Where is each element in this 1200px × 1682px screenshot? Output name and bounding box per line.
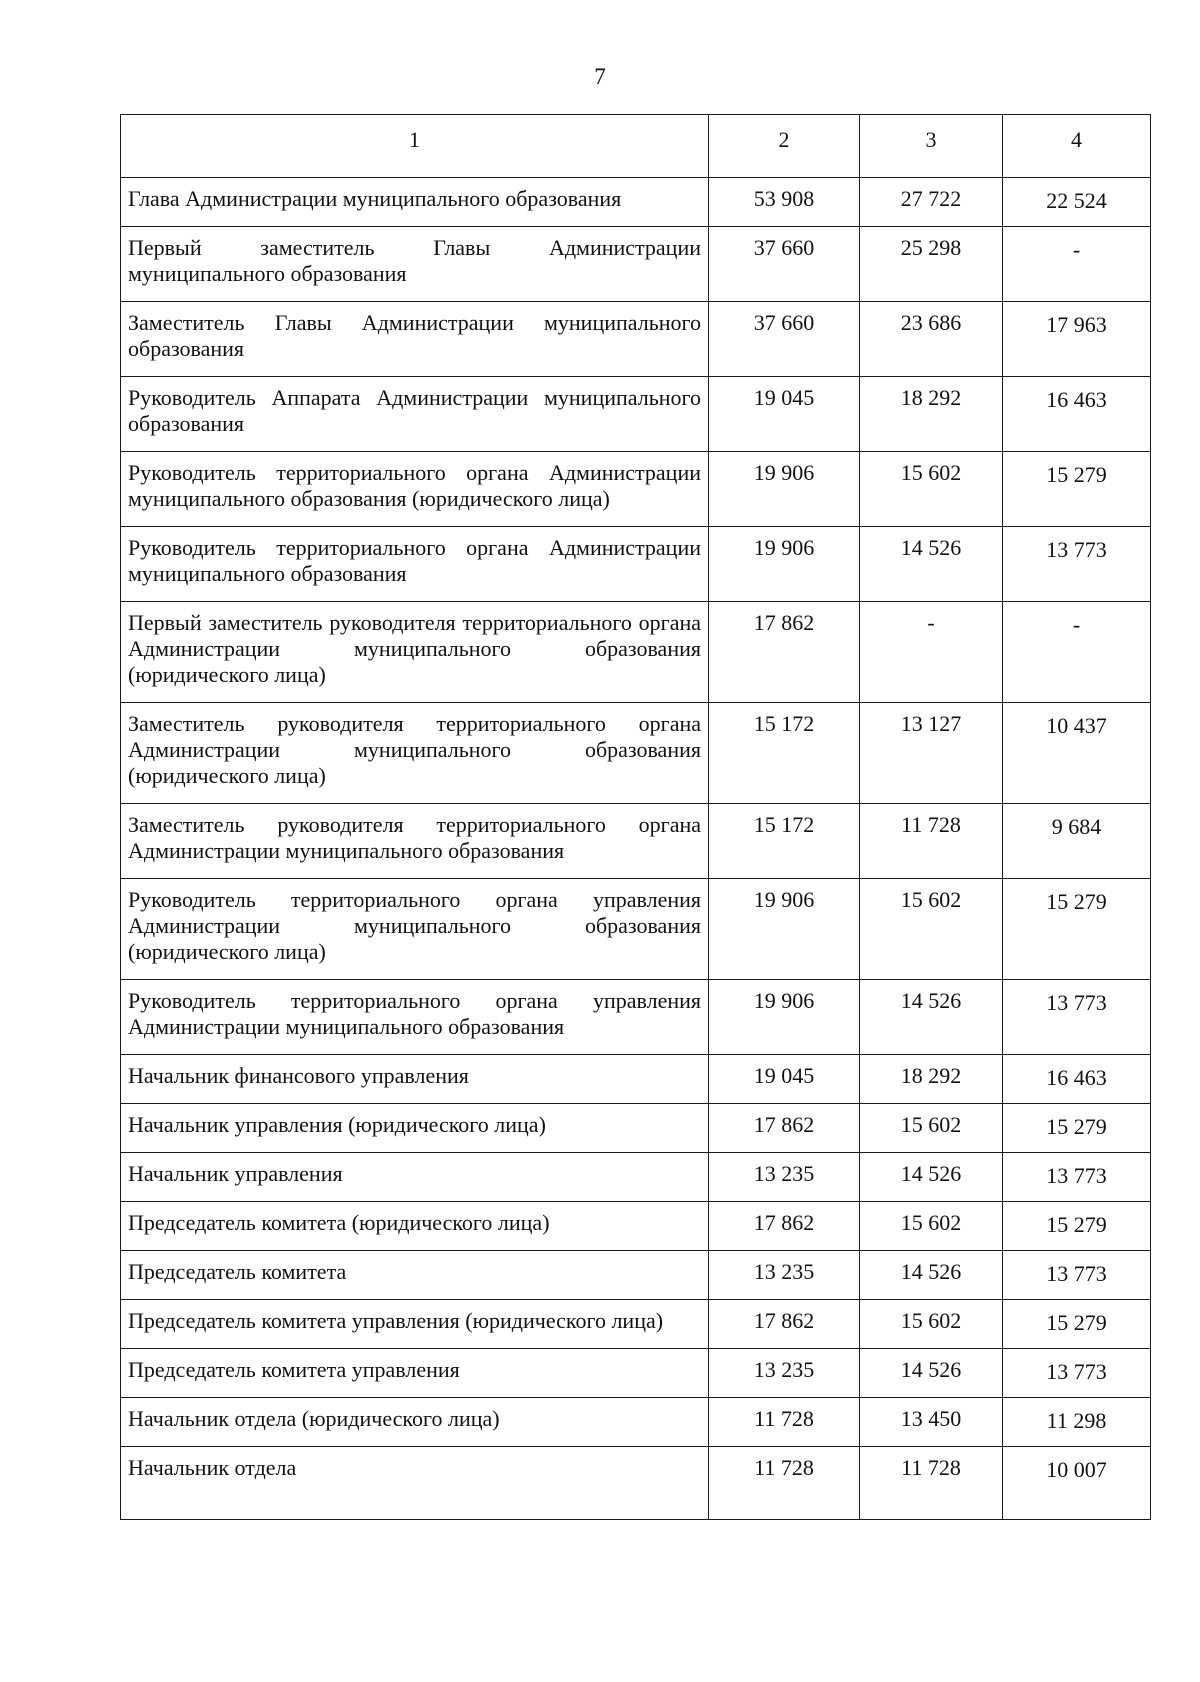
table-row <box>121 804 1151 879</box>
value-cell-col4: 22 524 <box>1003 178 1151 227</box>
table-row <box>121 1398 1151 1447</box>
value-cell-col2: 37 660 <box>709 302 860 377</box>
table-row <box>121 178 1151 227</box>
value-cell-col4: 15 279 <box>1003 1300 1151 1349</box>
value-cell-col4: 15 279 <box>1003 1104 1151 1153</box>
table-row <box>121 980 1151 1055</box>
position-cell: Председатель комитета управления (юридического лица) <box>121 1300 709 1349</box>
value-cell-col3: 14 526 <box>860 1251 1003 1300</box>
value-cell-col2: 13 235 <box>709 1251 860 1300</box>
header-col-1: 1 <box>121 115 709 178</box>
value-cell-col4: 10 437 <box>1003 703 1151 804</box>
table-row <box>121 527 1151 602</box>
table-row <box>121 879 1151 980</box>
value-cell-col3: 11 728 <box>860 804 1003 879</box>
value-cell-col3: 13 127 <box>860 703 1003 804</box>
position-cell: Начальник отдела <box>121 1447 709 1520</box>
value-cell-col3: 15 602 <box>860 879 1003 980</box>
table-row <box>121 1300 1151 1349</box>
value-cell-col3: 15 602 <box>860 1300 1003 1349</box>
position-cell: Начальник отдела (юридического лица) <box>121 1398 709 1447</box>
value-cell-col2: 19 045 <box>709 377 860 452</box>
value-cell-col4: 17 963 <box>1003 302 1151 377</box>
value-cell-col4: 10 007 <box>1003 1447 1151 1520</box>
value-cell-col3: 15 602 <box>860 452 1003 527</box>
value-cell-col2: 13 235 <box>709 1153 860 1202</box>
table-row <box>121 1104 1151 1153</box>
value-cell-col3: 14 526 <box>860 980 1003 1055</box>
value-cell-col3: 25 298 <box>860 227 1003 302</box>
value-cell-col4: 15 279 <box>1003 452 1151 527</box>
value-cell-col2: 37 660 <box>709 227 860 302</box>
value-cell-col2: 11 728 <box>709 1398 860 1447</box>
value-cell-col3: 13 450 <box>860 1398 1003 1447</box>
value-cell-col2: 19 906 <box>709 980 860 1055</box>
position-cell: Первый заместитель Главы Администрации муниципального образования <box>121 227 709 302</box>
position-cell: Руководитель территориального органа Администрации муниципального образования (юридического лица) <box>121 452 709 527</box>
header-col-2: 2 <box>709 115 860 178</box>
table-row <box>121 1447 1151 1520</box>
table-row <box>121 1202 1151 1251</box>
value-cell-col2: 17 862 <box>709 1202 860 1251</box>
value-cell-col3: 18 292 <box>860 1055 1003 1104</box>
table-row <box>121 302 1151 377</box>
position-cell: Заместитель Главы Администрации муниципального образования <box>121 302 709 377</box>
position-cell: Председатель комитета <box>121 1251 709 1300</box>
position-cell: Начальник управления (юридического лица) <box>121 1104 709 1153</box>
value-cell-col2: 19 906 <box>709 527 860 602</box>
table-row <box>121 1349 1151 1398</box>
value-cell-col4: - <box>1003 602 1151 703</box>
value-cell-col3: 14 526 <box>860 1153 1003 1202</box>
value-cell-col4: 15 279 <box>1003 879 1151 980</box>
value-cell-col3: 23 686 <box>860 302 1003 377</box>
value-cell-col2: 19 906 <box>709 452 860 527</box>
header-col-3: 3 <box>860 115 1003 178</box>
value-cell-col4: 13 773 <box>1003 527 1151 602</box>
position-cell: Начальник финансового управления <box>121 1055 709 1104</box>
value-cell-col2: 13 235 <box>709 1349 860 1398</box>
position-cell: Начальник управления <box>121 1153 709 1202</box>
table-row <box>121 1251 1151 1300</box>
position-cell: Заместитель руководителя территориального органа Администрации муниципального образования <box>121 804 709 879</box>
position-cell: Председатель комитета управления <box>121 1349 709 1398</box>
table-row <box>121 703 1151 804</box>
value-cell-col4: 13 773 <box>1003 1251 1151 1300</box>
value-cell-col2: 53 908 <box>709 178 860 227</box>
value-cell-col2: 17 862 <box>709 602 860 703</box>
value-cell-col4: 13 773 <box>1003 1349 1151 1398</box>
table-row <box>121 1055 1151 1104</box>
value-cell-col2: 19 906 <box>709 879 860 980</box>
value-cell-col3: 18 292 <box>860 377 1003 452</box>
value-cell-col3: 15 602 <box>860 1202 1003 1251</box>
salary-table <box>120 114 1151 1520</box>
position-cell: Глава Администрации муниципального образования <box>121 178 709 227</box>
value-cell-col3: 27 722 <box>860 178 1003 227</box>
value-cell-col2: 11 728 <box>709 1447 860 1520</box>
value-cell-col2: 17 862 <box>709 1104 860 1153</box>
table-row <box>121 452 1151 527</box>
value-cell-col2: 19 045 <box>709 1055 860 1104</box>
value-cell-col2: 17 862 <box>709 1300 860 1349</box>
table-row <box>121 602 1151 703</box>
table-row <box>121 227 1151 302</box>
position-cell: Руководитель территориального органа управления Администрации муниципального образования (юридического лица) <box>121 879 709 980</box>
position-cell: Руководитель Аппарата Администрации муниципального образования <box>121 377 709 452</box>
value-cell-col4: 13 773 <box>1003 1153 1151 1202</box>
value-cell-col3: 14 526 <box>860 1349 1003 1398</box>
header-row <box>121 115 1151 178</box>
table-header <box>121 115 1151 178</box>
value-cell-col4: 11 298 <box>1003 1398 1151 1447</box>
page-number: 7 <box>594 64 606 89</box>
value-cell-col4: 13 773 <box>1003 980 1151 1055</box>
value-cell-col3: 15 602 <box>860 1104 1003 1153</box>
header-col-4: 4 <box>1003 115 1151 178</box>
value-cell-col4: - <box>1003 227 1151 302</box>
table-body <box>121 178 1151 1520</box>
value-cell-col2: 15 172 <box>709 703 860 804</box>
value-cell-col2: 15 172 <box>709 804 860 879</box>
position-cell: Председатель комитета (юридического лица) <box>121 1202 709 1251</box>
table-row <box>121 1153 1151 1202</box>
position-cell: Руководитель территориального органа управления Администрации муниципального образования <box>121 980 709 1055</box>
position-cell: Заместитель руководителя территориального органа Администрации муниципального образования (юридического лица) <box>121 703 709 804</box>
value-cell-col3: 14 526 <box>860 527 1003 602</box>
value-cell-col3: 11 728 <box>860 1447 1003 1520</box>
value-cell-col4: 16 463 <box>1003 1055 1151 1104</box>
value-cell-col4: 15 279 <box>1003 1202 1151 1251</box>
value-cell-col4: 9 684 <box>1003 804 1151 879</box>
position-cell: Первый заместитель руководителя территориального органа Администрации муниципального образования (юридического лица) <box>121 602 709 703</box>
table-row <box>121 377 1151 452</box>
position-cell: Руководитель территориального органа Администрации муниципального образования <box>121 527 709 602</box>
value-cell-col4: 16 463 <box>1003 377 1151 452</box>
value-cell-col3: - <box>860 602 1003 703</box>
